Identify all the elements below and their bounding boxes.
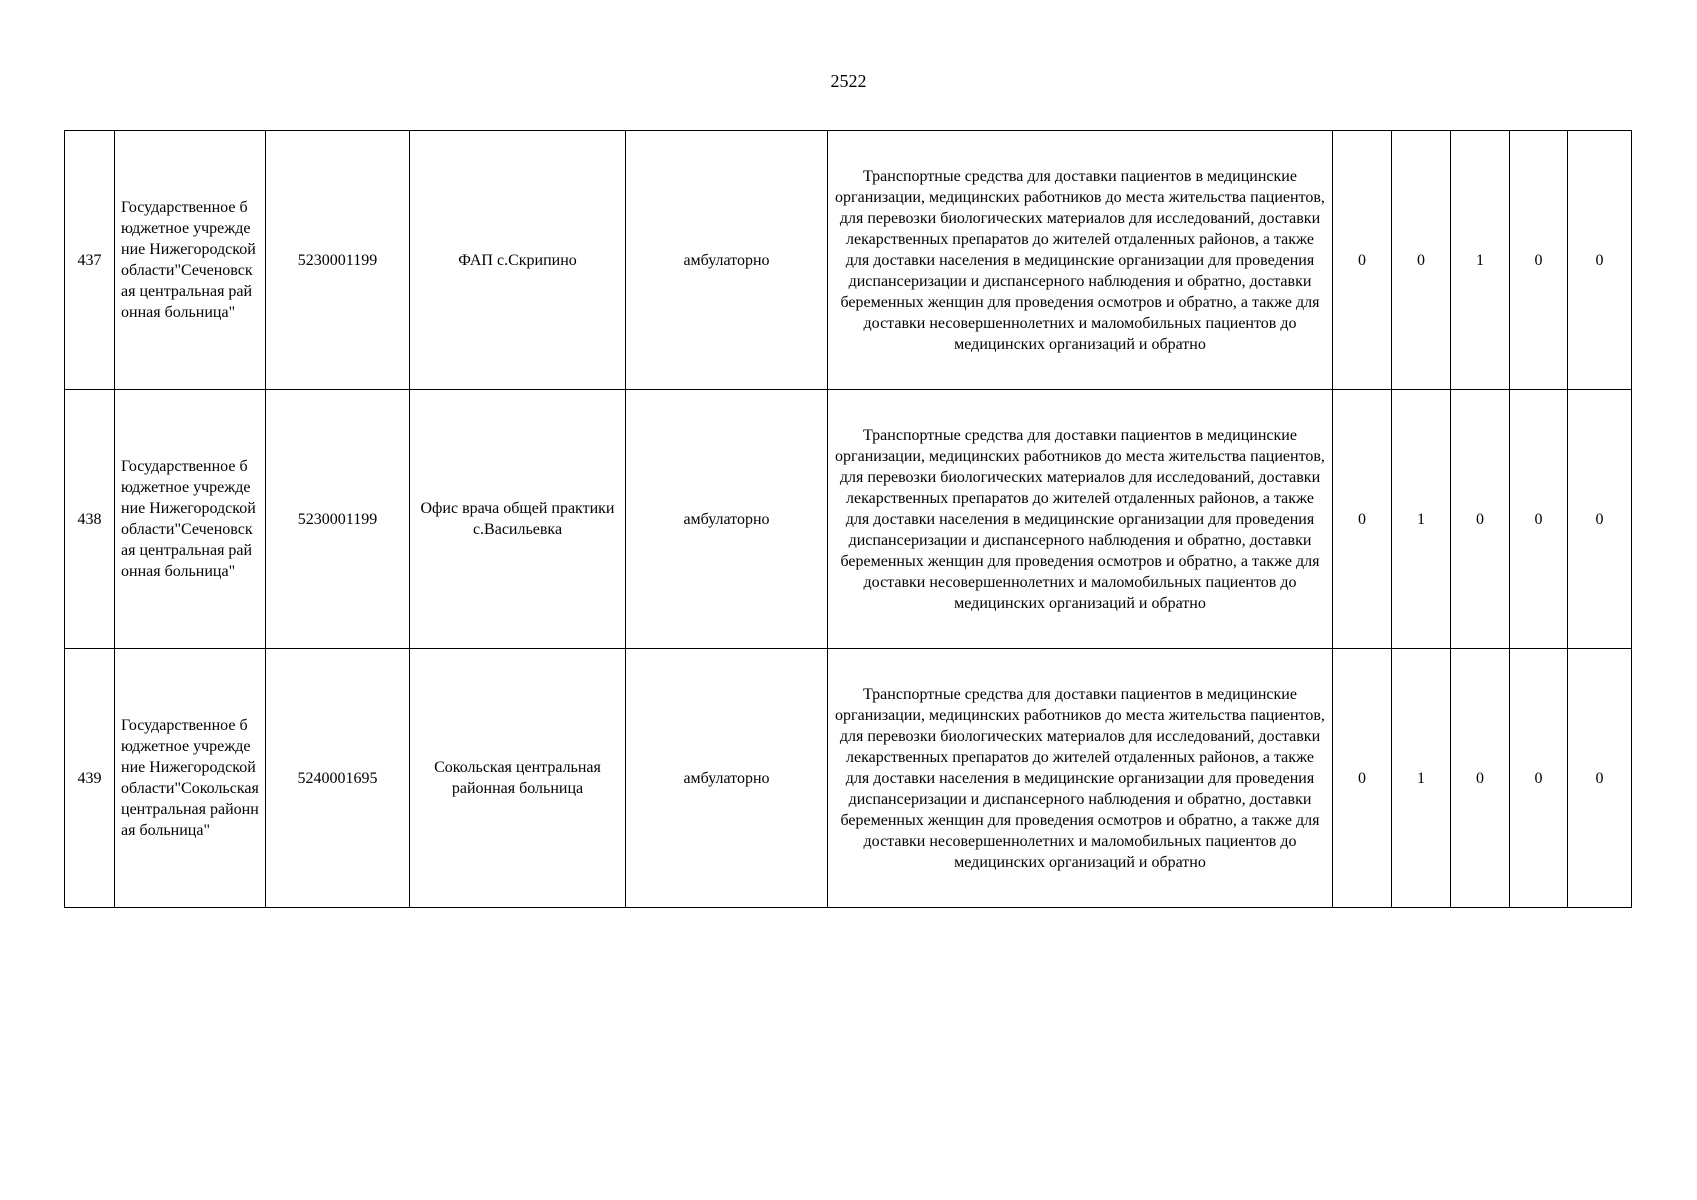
value-cell: 0 bbox=[1333, 390, 1392, 649]
row-number-cell: 438 bbox=[65, 390, 115, 649]
organization-cell: Государственное бюджетное учреждение Нижегородской области"Сокольская центральная районная больница" bbox=[115, 649, 266, 908]
value-cell: 0 bbox=[1451, 649, 1510, 908]
organization-cell: Государственное бюджетное учреждение Нижегородской области"Сеченовская центральная районная больница" bbox=[115, 390, 266, 649]
inn-cell: 5230001199 bbox=[266, 131, 410, 390]
value-cell: 1 bbox=[1392, 390, 1451, 649]
value-cell: 0 bbox=[1510, 649, 1568, 908]
conditions-cell: амбулаторно bbox=[626, 390, 828, 649]
purpose-cell: Транспортные средства для доставки пациентов в медицинские организации, медицинских работников до места жительства пациентов, для перевозки биологических материалов для исследований, доставки лекарственных препаратов до жителей отдаленных районов, а также для доставки населения в медицинские организации для проведения диспансеризации и диспансерного наблюдения и обратно, доставки беременных женщин для проведения осмотров и обратно, а также для доставки несовершеннолетних и маломобильных пациентов до медицинских организаций и обратно bbox=[828, 131, 1333, 390]
inn-cell: 5240001695 bbox=[266, 649, 410, 908]
table-row bbox=[65, 649, 1632, 908]
table-row bbox=[65, 390, 1632, 649]
row-number-cell: 437 bbox=[65, 131, 115, 390]
value-cell: 1 bbox=[1392, 649, 1451, 908]
row-number-cell: 439 bbox=[65, 649, 115, 908]
page-number: 2522 bbox=[830, 71, 867, 91]
value-cell: 0 bbox=[1510, 390, 1568, 649]
table-row bbox=[65, 131, 1632, 390]
value-cell: 0 bbox=[1333, 131, 1392, 390]
value-cell: 0 bbox=[1568, 390, 1632, 649]
conditions-cell: амбулаторно bbox=[626, 649, 828, 908]
registry-table bbox=[64, 130, 1632, 908]
value-cell: 0 bbox=[1333, 649, 1392, 908]
value-cell: 0 bbox=[1568, 649, 1632, 908]
purpose-cell: Транспортные средства для доставки пациентов в медицинские организации, медицинских работников до места жительства пациентов, для перевозки биологических материалов для исследований, доставки лекарственных препаратов до жителей отдаленных районов, а также для доставки населения в медицинские организации для проведения диспансеризации и диспансерного наблюдения и обратно, доставки беременных женщин для проведения осмотров и обратно, а также для доставки несовершеннолетних и маломобильных пациентов до медицинских организаций и обратно bbox=[828, 649, 1333, 908]
value-cell: 1 bbox=[1451, 131, 1510, 390]
value-cell: 0 bbox=[1392, 131, 1451, 390]
unit-cell: ФАП с.Скрипино bbox=[410, 131, 626, 390]
conditions-cell: амбулаторно bbox=[626, 131, 828, 390]
purpose-cell: Транспортные средства для доставки пациентов в медицинские организации, медицинских работников до места жительства пациентов, для перевозки биологических материалов для исследований, доставки лекарственных препаратов до жителей отдаленных районов, а также для доставки населения в медицинские организации для проведения диспансеризации и диспансерного наблюдения и обратно, доставки беременных женщин для проведения осмотров и обратно, а также для доставки несовершеннолетних и маломобильных пациентов до медицинских организаций и обратно bbox=[828, 390, 1333, 649]
value-cell: 0 bbox=[1568, 131, 1632, 390]
unit-cell: Сокольская центральная районная больница bbox=[410, 649, 626, 908]
organization-cell: Государственное бюджетное учреждение Нижегородской области"Сеченовская центральная районная больница" bbox=[115, 131, 266, 390]
value-cell: 0 bbox=[1451, 390, 1510, 649]
value-cell: 0 bbox=[1510, 131, 1568, 390]
inn-cell: 5230001199 bbox=[266, 390, 410, 649]
unit-cell: Офис врача общей практики с.Васильевка bbox=[410, 390, 626, 649]
